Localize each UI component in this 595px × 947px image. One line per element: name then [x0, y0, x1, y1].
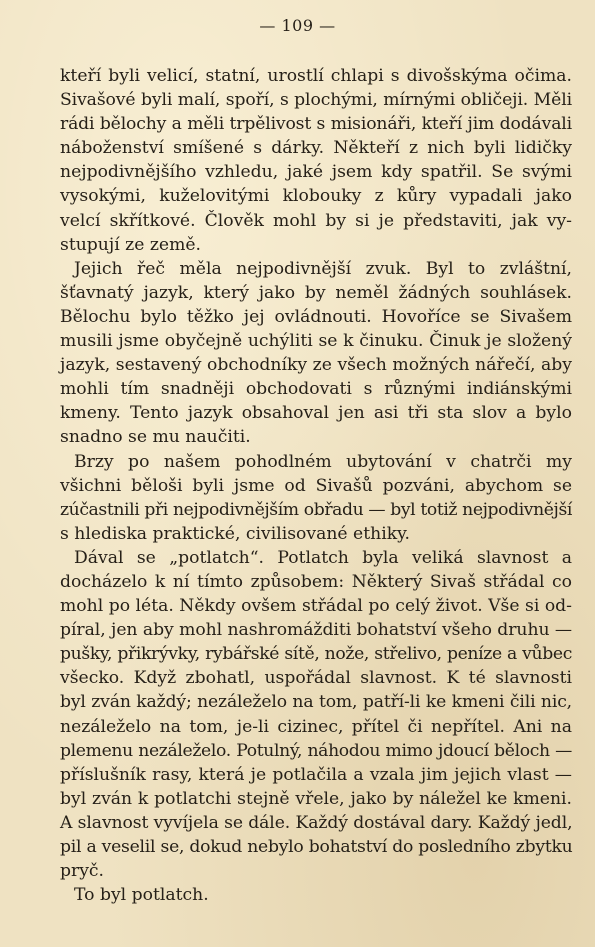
text-line: zúčastnili při nejpodivnějším obřadu — byl totiž nejpodivnější — [60, 499, 572, 520]
text-line: plemenu nezáleželo. Potulný, náhodou mimo jdoucí běloch — — [60, 740, 572, 761]
text-line: musili jsme obyčejně uchýliti se k činuku. Činuk je složený — [60, 331, 572, 352]
body-text — [60, 64, 572, 907]
text-line: mohli tím snadněji obchodovati s různými indiánskými — [60, 379, 572, 400]
text-line: píral, jen aby mohl nashromážditi bohatství všeho druhu — — [60, 620, 573, 641]
text-line: mohl po léta. Někdy ovšem střádal po celý život. Vše si od- — [60, 596, 572, 617]
text-line: byl zván každý; nezáleželo na tom, patří-li ke kmeni čili nic, — [60, 692, 572, 713]
page-number: — 109 — — [259, 16, 336, 35]
paragraph-start-line: Brzy po našem pohodlném ubytování v chatrči my — [74, 451, 572, 472]
text-line: kteří byli velicí, statní, urostlí chlapi s divošskýma očima. — [60, 66, 572, 86]
text-line: všichni běloši byli jsme od Sivašů pozváni, abychom se — [60, 475, 572, 496]
text-line: pušky, přikrývky, rybářské sítě, nože, střelivo, peníze a vůbec — [60, 644, 572, 665]
text-line: docházelo k ní tímto způsobem: Některý Sivaš střádal co — [60, 571, 572, 592]
text-line: rádi bělochy a měli trpělivost s misionáři, kteří jim dodávali — [60, 114, 572, 135]
paragraph-start-line: Dával se „potlatch“. Potlatch byla veliká slavnost a — [74, 547, 572, 568]
text-line: A slavnost vyvíjela se dále. Každý dostával dary. Každý jedl, — [60, 812, 573, 833]
text-line: pil a veselil se, dokud nebylo bohatství do posledního zbytku — [60, 837, 573, 857]
paragraph-start-line: Jejich řeč měla nejpodivnější zvuk. Byl to zvláštní, — [74, 258, 572, 279]
text-line: všecko. Když zbohatl, uspořádal slavnost. K té slavnosti — [60, 668, 572, 689]
text-line: příslušník rasy, která je potlačila a vzala jim jejich vlast — — [60, 764, 572, 785]
text-line: nezáleželo na tom, je-li cizinec, přítel či nepřítel. Ani na — [60, 716, 572, 737]
text-line: kmeny. Tento jazyk obsahoval jen asi tři sta slov a bylo — [60, 403, 572, 424]
text-line: Sivašové byli malí, spoří, s plochými, mírnými obličeji. Měli — [60, 90, 572, 111]
text-line: jazyk, sestavený obchodníky ze všech možných nářečí, aby — [60, 355, 572, 376]
text-line: vysokými, kuželovitými klobouky z kůry vypadali jako — [60, 186, 572, 207]
paragraph-end-line: s hlediska praktické, civilisované ethiky. — [60, 523, 410, 544]
text-line: velcí skřítkové. Člověk mohl by si je představiti, jak vy- — [60, 210, 572, 231]
text-line: nejpodivnějšího vzhledu, jaké jsem kdy spatřil. Se svými — [60, 162, 572, 183]
text-line: šťavnatý jazyk, který jako by neměl žádných souhlásek. — [60, 282, 572, 303]
paragraph-end-line: stupují ze země. — [60, 234, 202, 255]
paragraph-start-line: To byl potlatch. — [74, 885, 209, 906]
paragraph-end-line: snadno se mu naučiti. — [60, 427, 251, 448]
text-line: byl zván k potlatchi stejně vřele, jako by náležel ke kmeni. — [60, 788, 572, 809]
text-line: Bělochu bylo těžko jej ovládnouti. Hovoříce se Sivašem — [60, 306, 572, 327]
text-line: náboženství smíšené s dárky. Někteří z nich byli lidičky — [60, 138, 572, 159]
paragraph-end-line: pryč. — [60, 861, 105, 882]
